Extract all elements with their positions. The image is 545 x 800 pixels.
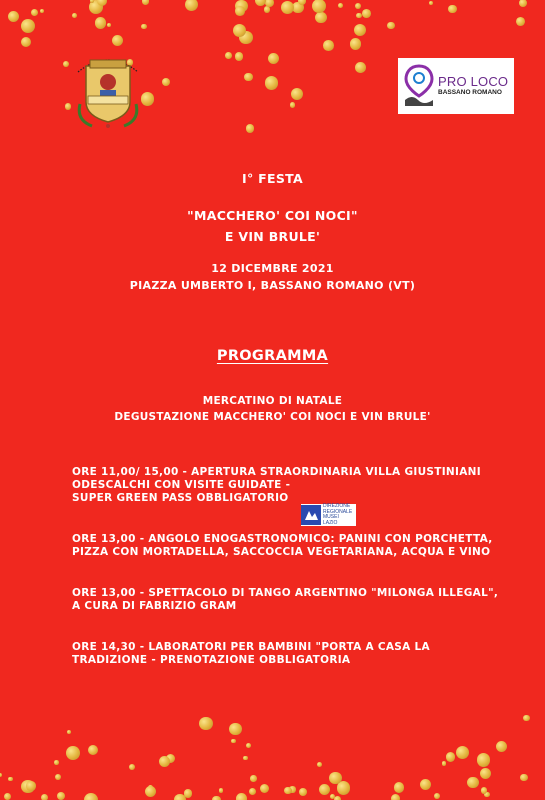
confetti-dot [356, 13, 362, 19]
confetti-dot [57, 792, 65, 800]
confetti-dot [290, 102, 295, 107]
confetti-dot [434, 793, 440, 799]
confetti-dot [350, 38, 362, 50]
program-item-line: ORE 13,00 - SPETTACOLO DI TANGO ARGENTINO "MILONGA ILLEGAL", [72, 587, 499, 599]
confetti-dot [185, 0, 198, 11]
confetti-dot [55, 774, 61, 780]
pin-logo-icon [404, 64, 434, 108]
museum-logo-icon [301, 505, 321, 525]
event-title-line2: E VIN BRULE' [224, 229, 321, 244]
confetti-dot [265, 0, 274, 7]
event-location: PIAZZA UMBERTO I, BASSANO ROMANO (VT) [129, 279, 416, 292]
confetti-dot [184, 789, 192, 797]
confetti-dot [429, 1, 433, 5]
confetti-dot [21, 37, 31, 47]
confetti-dot [67, 730, 71, 734]
event-date: 12 DICEMBRE 2021 [211, 262, 334, 275]
confetti-dot [112, 35, 123, 46]
confetti-dot [66, 746, 80, 760]
confetti-dot [244, 73, 253, 82]
confetti-dot [523, 715, 529, 721]
confetti-dot [246, 124, 254, 132]
program-item-line: ODESCALCHI CON VISITE GUIDATE - [72, 479, 291, 491]
confetti-dot [212, 796, 221, 800]
confetti-dot [281, 1, 294, 14]
confetti-dot [145, 786, 156, 797]
confetti-dot [448, 5, 456, 13]
program-item [72, 466, 522, 505]
confetti-dot [456, 746, 469, 759]
confetti-dot [355, 62, 366, 73]
confetti-dot [235, 6, 245, 16]
confetti-dot [0, 773, 2, 777]
confetti-dot [255, 0, 267, 6]
confetti-dot [88, 745, 98, 755]
confetti-dot [231, 739, 236, 744]
confetti-dot [323, 40, 334, 51]
confetti-dot [54, 760, 59, 765]
regione-line: MUSEI [323, 514, 339, 520]
confetti-dot [480, 768, 491, 779]
direzione-regionale-musei-logo [301, 504, 356, 526]
program-item [72, 641, 522, 667]
programma-heading: PROGRAMMA [216, 348, 329, 364]
confetti-dot [235, 52, 243, 60]
confetti-dot [129, 764, 135, 770]
confetti-dot [446, 752, 455, 761]
confetti-dot [219, 788, 223, 792]
confetti-dot [63, 61, 69, 67]
confetti-dot [298, 0, 306, 5]
program-item-line: SUPER GREEN PASS OBBLIGATORIO [72, 492, 289, 504]
programma-intro-line1: MERCATINO DI NATALE [202, 395, 343, 407]
confetti-dot [41, 794, 48, 800]
programma-intro-line2: DEGUSTAZIONE MACCHERO' COI NOCI E VIN BRULE' [114, 411, 431, 423]
confetti-dot [65, 103, 72, 110]
confetti-dot [243, 756, 248, 761]
confetti-dot [141, 24, 146, 29]
confetti-dot [229, 723, 242, 736]
confetti-dot [467, 777, 479, 789]
confetti-dot [268, 53, 279, 64]
confetti-dot [246, 743, 251, 748]
confetti-dot [4, 793, 11, 800]
confetti-dot [72, 13, 77, 18]
confetti-dot [315, 12, 327, 24]
confetti-dot [519, 0, 527, 7]
confetti-dot [159, 756, 170, 767]
pro-loco-logo [398, 58, 514, 114]
confetti-dot [40, 9, 45, 14]
confetti-dot [90, 0, 94, 3]
confetti-dot [354, 24, 366, 36]
confetti-dot [420, 779, 431, 790]
confetti-dot [8, 777, 13, 782]
confetti-dot [107, 23, 111, 27]
confetti-dot [496, 741, 507, 752]
program-item-line: ORE 13,00 - ANGOLO ENOGASTRONOMICO: PANINI CON PORCHETTA, [72, 533, 493, 545]
confetti-dot [299, 788, 307, 796]
confetti-dot [142, 0, 150, 5]
program-item-line: ORE 14,30 - LABORATORI PER BAMBINI "PORTA A CASA LA [72, 641, 430, 653]
confetti-dot [249, 788, 256, 795]
confetti-dot [264, 6, 270, 12]
pro-loco-title: PRO LOCO [438, 74, 509, 90]
program-item-line: PIZZA CON MORTADELLA, SACCOCCIA VEGETARIANA, ACQUA E VINO [72, 546, 491, 558]
confetti-dot [84, 793, 98, 800]
confetti-dot [516, 17, 525, 26]
confetti-dot [199, 717, 212, 730]
confetti-dot [312, 0, 326, 13]
confetti-dot [236, 793, 248, 800]
event-title-line1: "MACCHERO' COI NOCI" [187, 208, 358, 223]
program-item-line: TRADIZIONE - PRENOTAZIONE OBBLIGATORIA [72, 654, 351, 666]
confetti-dot [394, 782, 404, 792]
confetti-dot [334, 796, 341, 800]
confetti-dot [31, 9, 38, 16]
confetti-dot [520, 774, 527, 781]
confetti-dot [319, 784, 330, 795]
confetti-dot [387, 22, 395, 30]
confetti-dot [317, 762, 322, 767]
confetti-dot [338, 3, 343, 8]
confetti-dot [225, 52, 232, 59]
confetti-dot [329, 772, 342, 785]
confetti-dot [250, 775, 257, 782]
confetti-dot [260, 784, 269, 793]
pro-loco-subtitle: BASSANO ROMANO [438, 89, 502, 97]
confetti-dot [26, 781, 35, 790]
edition-heading: I° FESTA [242, 171, 303, 186]
regione-line: REGIONALE [323, 508, 353, 515]
program-item-line: A CURA DI FABRIZIO GRAM [72, 600, 237, 612]
program-item-line: ORE 11,00/ 15,00 - APERTURA STRAORDINARIA VILLA GIUSTINIANI [72, 466, 481, 478]
program-item [72, 533, 522, 559]
regione-line: LAZIO [323, 519, 338, 526]
confetti-dot [362, 9, 371, 18]
confetti-dot [265, 76, 278, 89]
confetti-dot [291, 88, 303, 100]
regione-line: DIREZIONE [323, 503, 351, 509]
confetti-dot [355, 3, 361, 9]
municipal-crest-icon [72, 50, 144, 130]
confetti-dot [391, 794, 400, 800]
confetti-dot [21, 19, 35, 33]
confetti-dot [284, 787, 292, 795]
program-item [72, 587, 522, 613]
confetti-dot [8, 11, 19, 22]
confetti-dot [95, 17, 106, 28]
confetti-dot [481, 787, 487, 793]
confetti-dot [233, 24, 246, 37]
confetti-dot [442, 761, 447, 766]
confetti-dot [162, 78, 170, 86]
confetti-dot [477, 753, 490, 766]
